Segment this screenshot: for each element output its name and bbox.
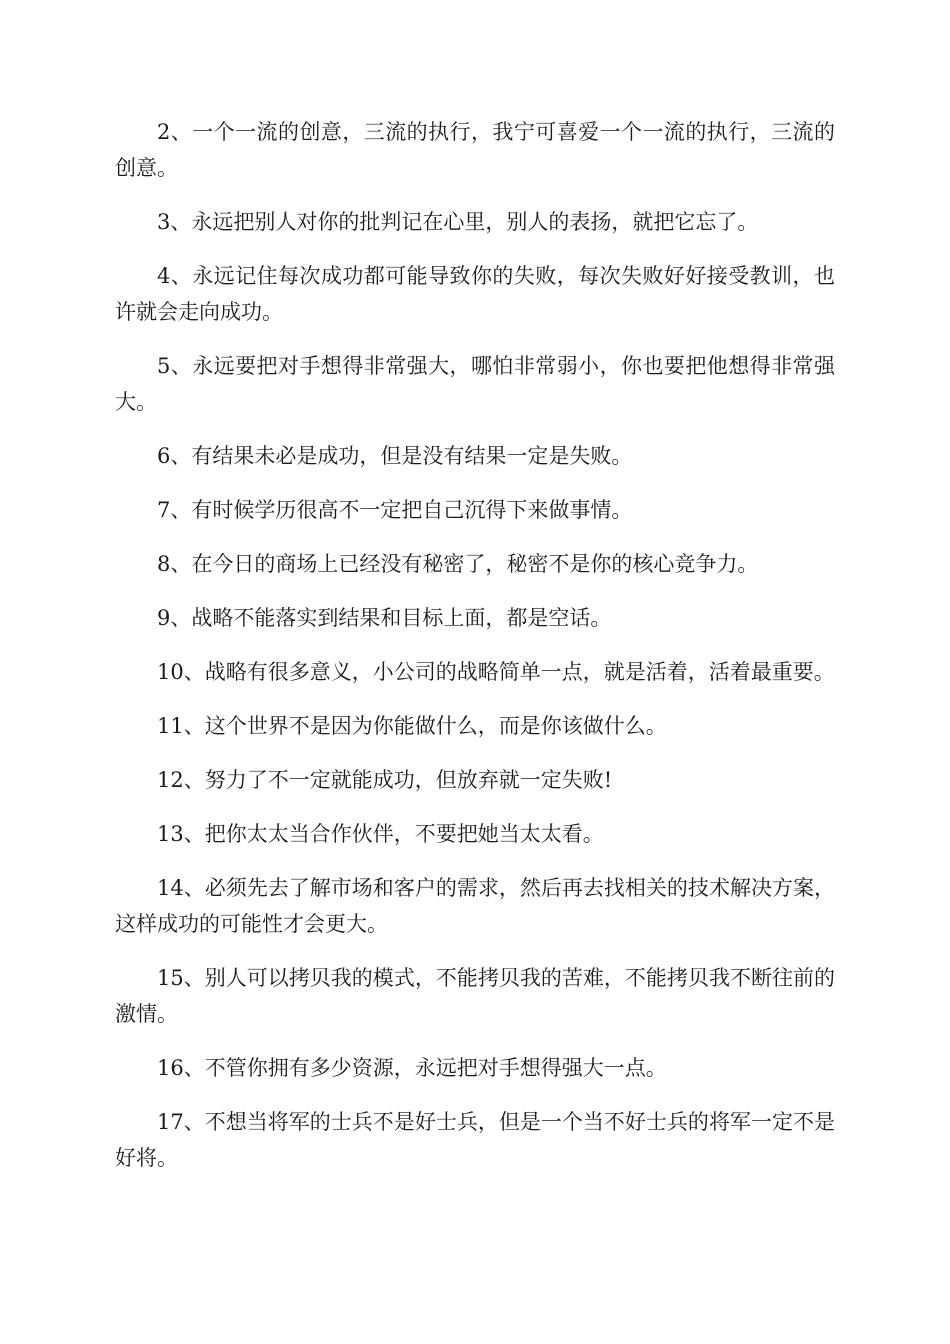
paragraph-16: 16、不管你拥有多少资源，永远把对手想得强大一点。 <box>157 1056 667 1080</box>
paragraph-9: 9、战略不能落实到结果和目标上面，都是空话。 <box>157 606 612 630</box>
document-body <box>115 114 835 1194</box>
paragraph-8: 8、在今日的商场上已经没有秘密了，秘密不是你的核心竞争力。 <box>157 552 759 576</box>
paragraph-2: 2、一个一流的创意，三流的执行，我宁可喜爱一个一流的执行，三流的创意。 <box>115 120 835 180</box>
paragraph-4: 4、永远记住每次成功都可能导致你的失败，每次失败好好接受教训，也许就会走向成功。 <box>115 264 835 324</box>
paragraph-14: 14、必须先去了解市场和客户的需求，然后再去找相关的技术解决方案，这样成功的可能性才会更大。 <box>115 876 835 936</box>
paragraph-11: 11、这个世界不是因为你能做什么，而是你该做什么。 <box>157 714 667 738</box>
paragraph-13: 13、把你太太当合作伙伴，不要把她当太太看。 <box>157 822 604 846</box>
paragraph-12: 12、努力了不一定就能成功，但放弃就一定失败! <box>157 768 613 792</box>
paragraph-5: 5、永远要把对手想得非常强大，哪怕非常弱小，你也要把他想得非常强大。 <box>115 354 835 414</box>
paragraph-7: 7、有时候学历很高不一定把自己沉得下来做事情。 <box>157 498 633 522</box>
paragraph-6: 6、有结果未必是成功，但是没有结果一定是失败。 <box>157 444 633 468</box>
paragraph-15: 15、别人可以拷贝我的模式，不能拷贝我的苦难，不能拷贝我不断往前的激情。 <box>115 966 835 1026</box>
paragraph-17: 17、不想当将军的士兵不是好士兵，但是一个当不好士兵的将军一定不是好将。 <box>115 1110 835 1170</box>
paragraph-3: 3、永远把别人对你的批判记在心里，别人的表扬，就把它忘了。 <box>157 210 759 234</box>
paragraph-10: 10、战略有很多意义，小公司的战略简单一点，就是活着，活着最重要。 <box>157 660 835 684</box>
